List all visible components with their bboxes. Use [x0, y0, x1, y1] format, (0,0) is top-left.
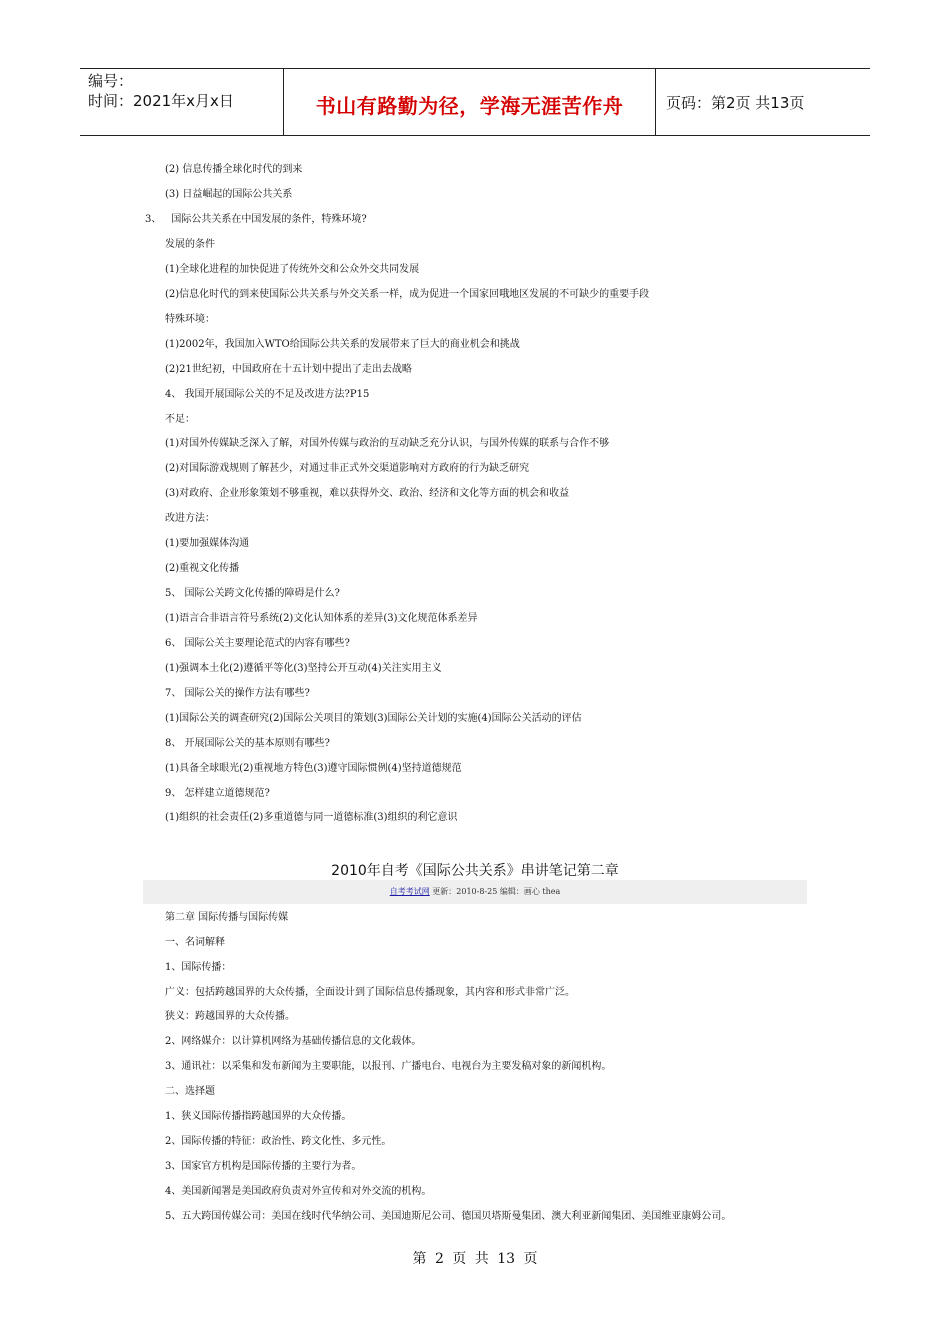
- body-line: 改进方法：: [165, 513, 215, 524]
- question-line: 4、 我国开展国际公关的不足及改进方法?P15: [165, 389, 370, 400]
- question-line: [145, 214, 367, 226]
- time-label: 时间：2021年x月x日: [88, 92, 234, 110]
- question-line: 6、 国际公关主要理论范式的内容有哪些?: [165, 638, 350, 649]
- subsection-heading: 二、选择题: [165, 1086, 215, 1097]
- body-line: (1)国际公关的调查研究(2)国际公关项目的策划(3)国际公关计划的实施(4)国际公关活动的评估: [165, 713, 582, 724]
- body-line: (1)要加强媒体沟通: [165, 538, 250, 549]
- body-line: (1)对国外传媒缺乏深入了解，对国外传媒与政治的互动缺乏充分认识，与国外传媒的联系与合作不够: [165, 438, 610, 449]
- number-label: 编号：: [88, 72, 134, 90]
- source-link[interactable]: 自考考试网: [389, 887, 430, 896]
- body-line: (2) 信息传播全球化时代的到来: [165, 164, 303, 175]
- header-left-cell: [80, 69, 283, 135]
- body-line: 狭义：跨越国界的大众传播。: [165, 1011, 295, 1022]
- header-page-cell: [656, 69, 870, 135]
- question-text: 国际公共关系在中国发展的条件，特殊环境?: [171, 214, 367, 225]
- body-line: 特殊环境：: [165, 314, 215, 325]
- article-meta-bar: [143, 880, 807, 904]
- body-line: (2)对国际游戏规则了解甚少，对通过非正式外交渠道影响对方政府的行为缺乏研究: [165, 463, 530, 474]
- body-line: (3)对政府、企业形象策划不够重视，难以获得外交、政治、经济和文化等方面的机会和收益: [165, 488, 570, 499]
- body-line: 发展的条件: [165, 239, 215, 250]
- body-line: 3、通讯社：以采集和发布新闻为主要职能，以报刊、广播电台、电视台为主要发稿对象的新闻机构。: [165, 1061, 612, 1072]
- body-line: 不足：: [165, 414, 195, 425]
- section-title: 2010年自考《国际公共关系》串讲笔记第二章: [331, 863, 619, 879]
- question-line: 9、 怎样建立道德规范?: [165, 788, 270, 799]
- body-line: 2、国际传播的特征：政治性、跨文化性、多元性。: [165, 1136, 392, 1147]
- motto-text: 书山有路勤为径，学海无涯苦作舟: [315, 93, 624, 118]
- body-line: 4、美国新闻署是美国政府负责对外宣传和对外交流的机构。: [165, 1186, 432, 1197]
- body-line: 5、五大跨国传媒公司：美国在线时代华纳公司、美国迪斯尼公司、德国贝塔斯曼集团、澳大利亚新闻集团、美国维亚康姆公司。: [165, 1211, 732, 1222]
- article-meta: 更新：2010-8-25 编辑：画心 thea: [429, 887, 561, 896]
- question-line: 5、 国际公关跨文化传播的障碍是什么?: [165, 588, 340, 599]
- question-line: 8、 开展国际公关的基本原则有哪些?: [165, 738, 330, 749]
- body-line: (2)21世纪初，中国政府在十五计划中提出了走出去战略: [165, 364, 412, 375]
- body-line: (1)组织的社会责任(2)多重道德与同一道德标准(3)组织的利它意识: [165, 812, 458, 823]
- chapter-heading: 第二章 国际传播与国际传媒: [165, 912, 289, 923]
- header-motto-cell: [283, 69, 656, 135]
- page-label: 页码：第2页 共13页: [666, 93, 805, 112]
- question-line: 7、 国际公关的操作方法有哪些?: [165, 688, 310, 699]
- body-line: 2、网络媒介：以计算机网络为基础传播信息的文化载体。: [165, 1036, 422, 1047]
- body-line: (3) 日益崛起的国际公共关系: [165, 189, 293, 200]
- body-line: (1)2002年，我国加入WTO给国际公共关系的发展带来了巨大的商业机会和挑战: [165, 339, 520, 350]
- body-line: (1)语言合非语言符号系统(2)文化认知体系的差异(3)文化规范体系差异: [165, 613, 478, 624]
- body-line: (1)全球化进程的加快促进了传统外交和公众外交共同发展: [165, 264, 420, 275]
- body-line: (2)重视文化传播: [165, 563, 240, 574]
- body-line: 3、国家官方机构是国际传播的主要行为者。: [165, 1161, 362, 1172]
- body-line: 1、国际传播：: [165, 962, 232, 973]
- body-line: 1、狭义国际传播指跨越国界的大众传播。: [165, 1111, 352, 1122]
- page-footer: 第 2 页 共 13 页: [412, 1251, 538, 1267]
- subsection-heading: 一、名词解释: [165, 937, 225, 948]
- body-line: (2)信息化时代的到来使国际公共关系与外交关系一样，成为促进一个国家回哦地区发展的不可缺少的重要手段: [165, 289, 650, 300]
- document-header: [80, 68, 870, 136]
- body-line: (1)强调本土化(2)遵循平等化(3)坚持公开互动(4)关注实用主义: [165, 663, 442, 674]
- body-line: 广义：包括跨越国界的大众传播，全面设计到了国际信息传播现象，其内容和形式非常广泛。: [165, 987, 575, 998]
- question-number: 3、: [145, 214, 162, 225]
- body-line: (1)具备全球眼光(2)重视地方特色(3)遵守国际惯例(4)坚持道德规范: [165, 763, 462, 774]
